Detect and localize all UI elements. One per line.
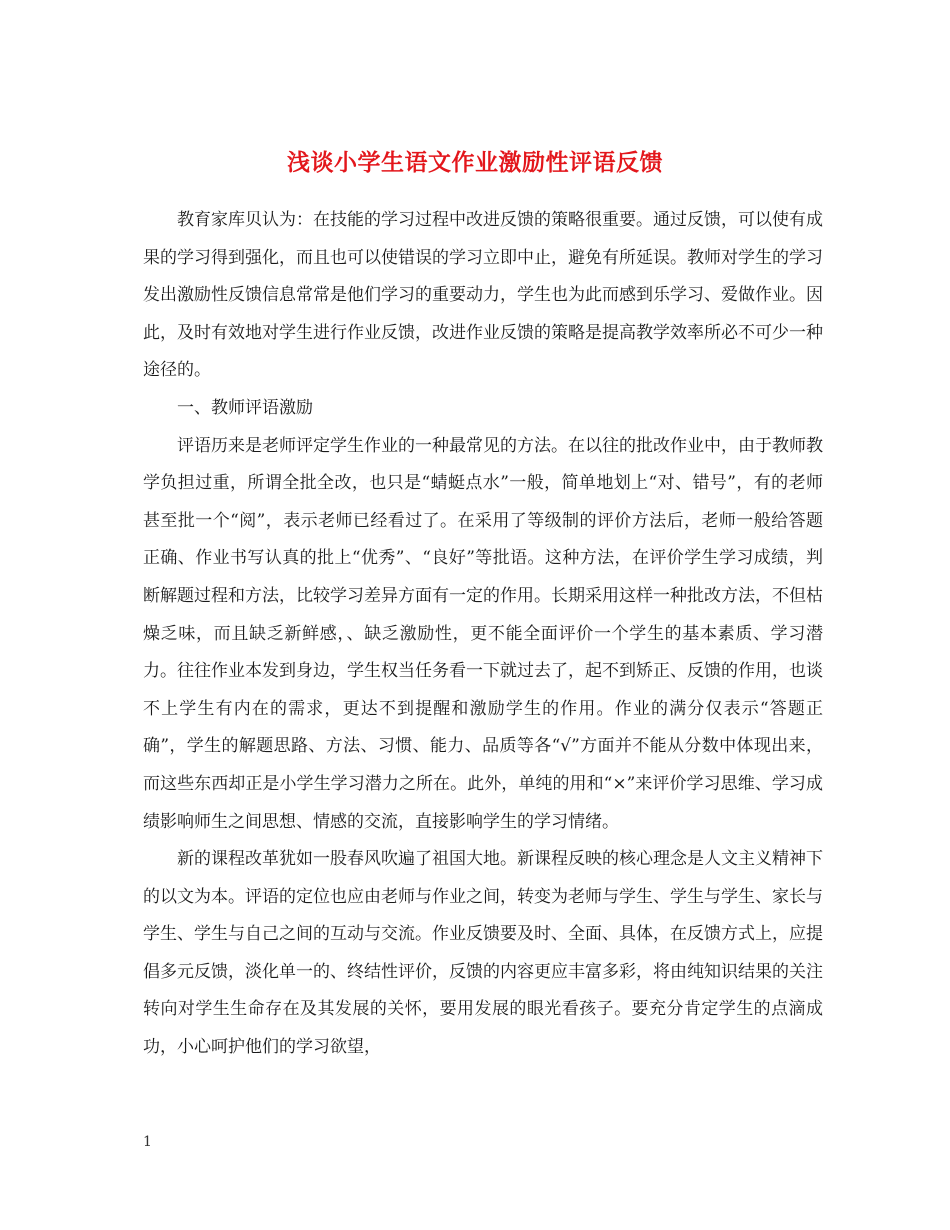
- paragraph-intro: 教育家库贝认为：在技能的学习过程中改进反馈的策略很重要。通过反馈，可以使有成果的学习得到强化，而且也可以使错误的学习立即中止，避免有所延误。教师对学生的学习发出激励性反馈信息常常是他们学习的重要动力，学生也为此而感到乐学习、爱做作业。因此，及时有效地对学生进行作业反馈，改进作业反馈的策略是提高教学效率所必不可少一种途径的。: [143, 210, 823, 381]
- document-body: [143, 202, 823, 1067]
- paragraph-curriculum: 新的课程改革犹如一股春风吹遍了祖国大地。新课程反映的核心理念是人文主义精神下的以文为本。评语的定位也应由老师与作业之间，转变为老师与学生、学生与学生、家长与学生、学生与自己之间的互动与交流。作业反馈要及时、全面、具体，在反馈方式上，应提倡多元反馈，淡化单一的、终结性评价，反馈的内容更应丰富多彩，将由纯知识结果的关注转向对学生生命存在及其发展的关怀，要用发展的眼光看孩子。要充分肯定学生的点滴成功，小心呵护他们的学习欲望，: [143, 849, 823, 1058]
- section-heading: 一、教师评语激励: [177, 397, 313, 418]
- paragraph-comments: 评语历来是老师评定学生作业的一种最常见的方法。在以往的批改作业中，由于教师教学负担过重，所谓全批全改，也只是“蜻蜓点水”一般，简单地划上“对、错号”，有的老师甚至批一个“阅”，表示老师已经看过了。在采用了等级制的评价方法后，老师一般给答题正确、作业书写认真的批上“优秀”、“良好”等批语。这种方法，在评价学生学习成绩，判断解题过程和方法，比较学习差异方面有一定的作用。长期采用这样一种批改方法，不但枯燥乏味，而且缺乏新鲜感，、缺乏激励性，更不能全面评价一个学生的基本素质、学习潜力。往往作业本发到身边，学生权当任务看一下就过去了，起不到矫正、反馈的作用，也谈不上学生有内在的需求，更达不到提醒和激励学生的作用。作业的满分仅表示“答题正确”，学生的解题思路、方法、习惯、能力、品质等各“√”方面并不能从分数中体现出来，而这些东西却正是小学生学习潜力之所在。此外，单纯的用和“×”来评价学习思维、学习成绩影响师生之间思想、情感的交流，直接影响学生的学习情绪。: [143, 435, 823, 832]
- document-title: 浅谈小学生语文作业激励性评语反馈: [287, 149, 663, 177]
- page-number: 1: [143, 1134, 152, 1150]
